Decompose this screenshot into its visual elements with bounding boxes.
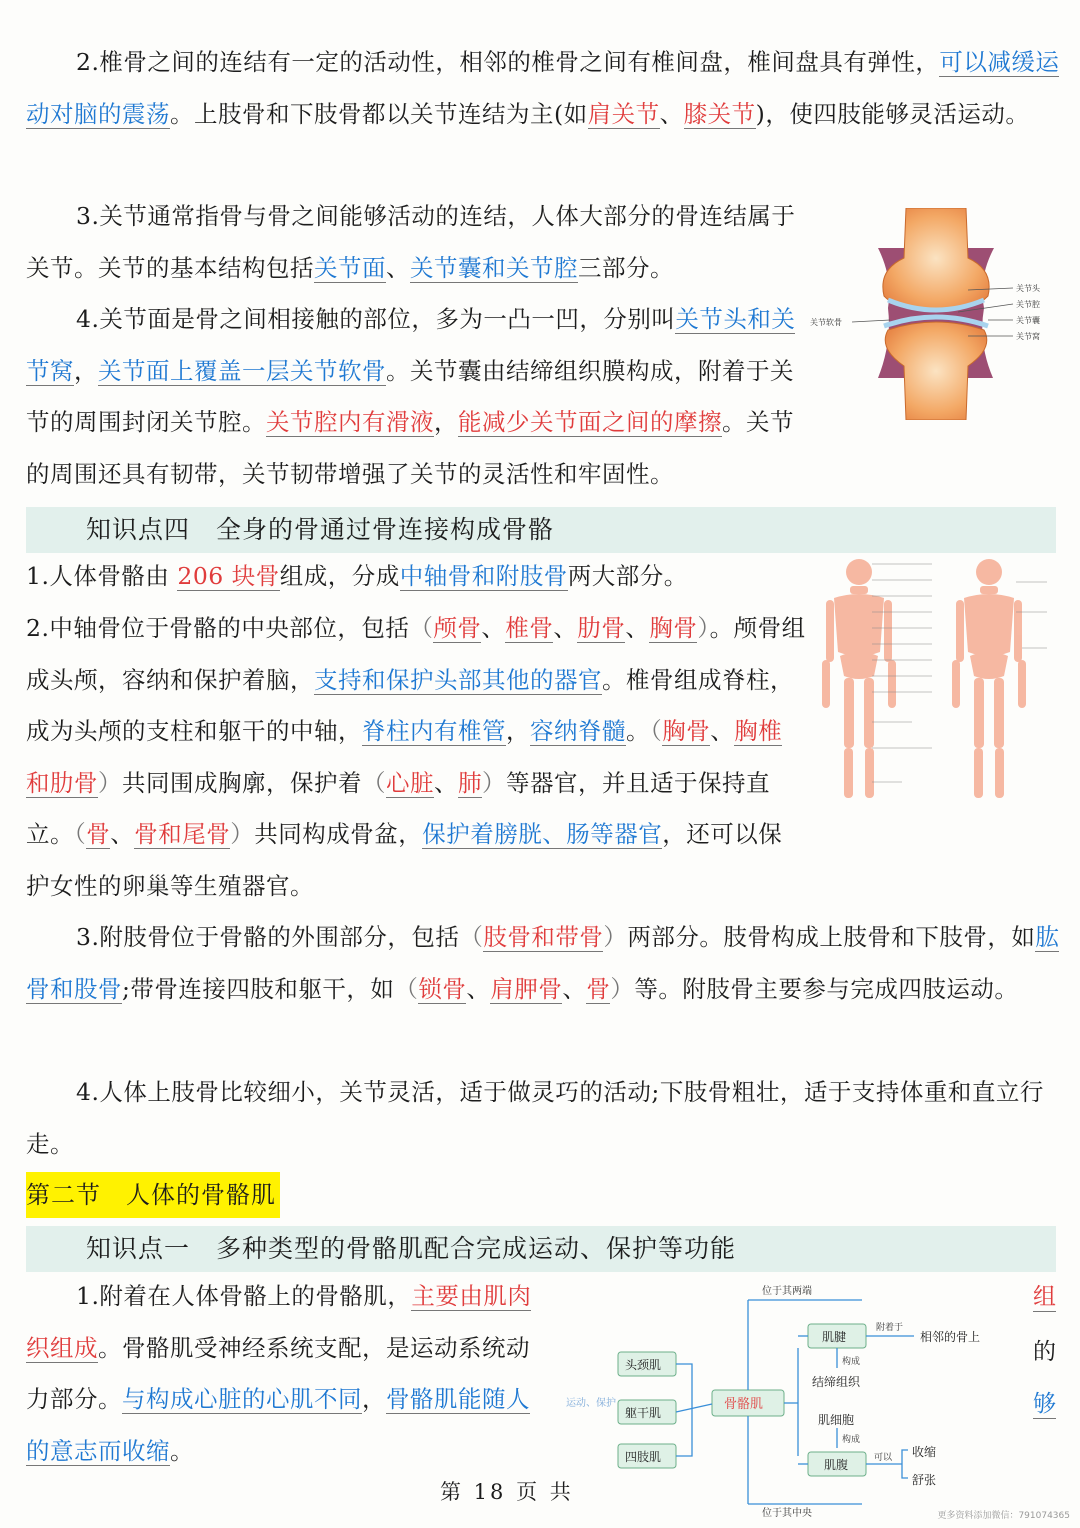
text: 。关节的周围还具有韧带，关节韧带增强了关节的灵活性和牢固性。 (26, 408, 794, 488)
text: 、 (553, 614, 578, 642)
blank-answer: 与构成心脏的心肌不同 (122, 1385, 362, 1413)
text: 3.关节通常指骨与骨之间能够活动的连结，人体大部分的骨连结属于关节。关节的基本结构包括 (26, 202, 796, 282)
blank-answer: 椎骨 (505, 614, 554, 642)
knowledge-point-title: 知识点一 多种类型的骨骼肌配合完成运动、保护等功能 (86, 1234, 737, 1263)
joint-label-head: 关节头 (1016, 284, 1040, 293)
node-muscle-cell: 肌细胞 (818, 1413, 855, 1427)
blank-answer: 能减少关节面之间的摩擦 (458, 408, 722, 436)
blank-answer: 膝关节 (683, 99, 756, 128)
paragraph-joint-surface (26, 294, 796, 500)
text: 。骨骼肌受神经系统支配，是运动系统动力部分。 (26, 1333, 530, 1413)
muscle-group-head-neck: 头颈肌 (625, 1358, 662, 1372)
label-function: 运动、保护 (566, 1398, 616, 1409)
node-relax: 舒张 (912, 1473, 937, 1487)
blank-answer: 肋骨 (577, 614, 626, 642)
paren: ） (603, 923, 628, 951)
node-adjacent-bone: 相邻的骨上 (920, 1330, 981, 1344)
node-muscle-belly: 肌腹 (824, 1458, 849, 1472)
paragraph-vertebrae (26, 37, 1060, 140)
blank-answer: 支持和保护头部其他的器官 (314, 665, 602, 694)
blank-answer: 织组成 (26, 1333, 98, 1362)
joint-label-socket: 关节窝 (1016, 332, 1040, 341)
blank-answer: 206 块骨 (177, 562, 280, 590)
text: 组成，分成 (279, 562, 400, 590)
blank-answer: 肩胛骨 (490, 974, 563, 1003)
blank-answer: 关节腔内有滑液 (266, 408, 434, 436)
text: 。颅骨组成头颅，容纳和保护着脑， (26, 614, 806, 694)
blank-answer: 颅骨 (433, 614, 482, 642)
paren: ） (697, 614, 710, 642)
paren: （ (409, 614, 434, 642)
text: 等。附肢骨主要参与完成四肢运动。 (634, 974, 1019, 1003)
text: 4.人体上肢骨比较细小，关节灵活，适于做灵巧的活动;下肢骨粗壮，适于支持体重和直立行走。 (26, 1078, 1044, 1158)
text: 两部分。肢骨构成上肢骨和下肢骨，如 (627, 923, 1036, 951)
node-tendon: 肌腱 (822, 1330, 847, 1344)
blank-answer: 关节头和关节窝 (26, 305, 796, 385)
label-form: 构成 (842, 1435, 861, 1445)
blank-answer: 肢骨和带骨 (483, 923, 604, 951)
page-footer: 第 18 页 共 (440, 1480, 574, 1504)
label-middle: 位于其中央 (762, 1508, 812, 1519)
text: ，还可以保护女性的卵巢等生殖器官。 (26, 820, 783, 900)
section-title (26, 1172, 280, 1218)
paren: （ (394, 974, 419, 1003)
text: )，使四肢能够灵活运动。 (755, 99, 1030, 128)
muscle-group-limbs: 四肢肌 (625, 1450, 662, 1464)
side-char: 组 (1033, 1278, 1056, 1312)
node-connective-tissue: 结缔组织 (812, 1375, 861, 1389)
paren: ） (482, 768, 506, 797)
text: 、 (659, 99, 684, 128)
label-can: 可以 (874, 1453, 893, 1463)
blank-answer: 脊柱内有椎管 (362, 717, 506, 745)
text: 4.关节面是骨之间相接触的部位，多为一凸一凹，分别叫 (76, 305, 676, 333)
blank-answer: 可以减缓运动对脑的震荡 (26, 48, 1060, 128)
blank-answer: 骨和尾骨 (134, 820, 231, 848)
blank-answer: 肱骨和股骨 (26, 923, 1060, 1003)
blank-answer: 关节面 (314, 253, 386, 282)
blank-answer: 心脏 (386, 768, 434, 797)
text: 等器官，并且适于保持直立。 (26, 768, 770, 848)
paragraph-skeleton-count (26, 551, 806, 603)
blank-answer: 肺 (458, 768, 482, 797)
text: 三部分。 (578, 253, 674, 282)
text: ， (506, 717, 530, 745)
section-title-text: 第二节 人体的骨骼肌 (26, 1181, 276, 1209)
muscle-group-trunk: 躯干肌 (625, 1406, 662, 1420)
blank-answer: 胸骨 (662, 717, 711, 745)
text: ;带骨连接四肢和躯干，如 (122, 974, 395, 1003)
paren: （ (459, 923, 484, 951)
knowledge-point-header (26, 1226, 1056, 1272)
text: 1.人体骨骼由 (26, 562, 178, 590)
text: 共同构成骨盆， (254, 820, 423, 848)
text: 1.附着在人体骨骼上的骨骼肌， (76, 1282, 412, 1310)
text: 。 (170, 1436, 194, 1465)
paragraph-limb-bones (26, 1067, 1060, 1170)
blank-answer: 中轴骨和附肢骨 (399, 562, 568, 590)
text: 、 (481, 614, 506, 642)
text: 、 (466, 974, 491, 1003)
blank-answer: 骨骼肌能随人的意志而收缩 (26, 1385, 530, 1465)
paren: （ (650, 717, 663, 745)
side-char: 的 (1033, 1339, 1056, 1365)
text: 、 (710, 717, 735, 745)
text: 、 (386, 253, 410, 282)
joint-label-cartilage: 关节软骨 (810, 318, 842, 327)
blank-answer: 关节囊和关节腔 (410, 253, 578, 282)
text: 、 (625, 614, 650, 642)
paren: ） (98, 768, 122, 797)
node-contract: 收缩 (912, 1445, 937, 1459)
text: 。椎骨组成脊柱，成为头颅的支柱和躯干的中轴， (26, 665, 794, 745)
text: 两大部分。 (567, 562, 688, 590)
blank-answer: 保护着膀胱、肠等器官 (422, 820, 663, 848)
text: ， (362, 1385, 386, 1413)
paragraph-skeletal-muscle (26, 1271, 550, 1477)
node-skeletal-muscle: 骨骼肌 (724, 1397, 764, 1412)
text: 2.椎骨之间的连结有一定的活动性，相邻的椎骨之间有椎间盘，椎间盘具有弹性， (76, 48, 940, 76)
text: 共同围成胸廓，保护着 (122, 768, 362, 797)
paragraph-axial-skeleton (26, 603, 806, 912)
label-form: 构成 (842, 1357, 861, 1367)
human-skeleton-illustration (812, 552, 1058, 814)
text: 。上肢骨和下肢骨都以关节连结为主(如 (170, 99, 588, 128)
paren: ） (610, 974, 635, 1003)
paragraph-joint (26, 191, 796, 294)
paren: ） (230, 820, 255, 848)
blank-answer: 胸骨 (649, 614, 698, 642)
text: 、 (110, 820, 135, 848)
joint-label-capsule: 关节囊 (1016, 316, 1040, 325)
side-char: 够 (1033, 1385, 1056, 1419)
blank-answer: 容纳脊髓 (530, 717, 626, 745)
text: 、 (434, 768, 458, 797)
text: 3.附肢骨位于骨骼的外围部分，包括 (76, 923, 460, 951)
knowledge-point-header (26, 507, 1056, 553)
text: 。关节囊由结缔组织膜构成，附着于关节的周围封闭关节腔。 (26, 356, 794, 436)
label-attach: 附着于 (876, 1323, 904, 1333)
blank-answer: 骨 (586, 974, 611, 1003)
text: ， (74, 356, 98, 385)
blank-answer: 主要由肌肉 (411, 1282, 532, 1310)
paren: （ (362, 768, 386, 797)
knowledge-point-title: 知识点四 全身的骨通过骨连接构成骨骼 (86, 515, 555, 544)
blank-answer: 肩关节 (587, 99, 660, 128)
text: 2.中轴骨位于骨骼的中央部位，包括 (26, 614, 410, 642)
blank-answer: 骨 (86, 820, 111, 848)
blank-answer: 锁骨 (418, 974, 467, 1003)
paren: （ (74, 820, 87, 848)
joint-label-cavity: 关节腔 (1016, 300, 1040, 309)
text: 、 (562, 974, 587, 1003)
label-ends: 位于其两端 (762, 1286, 812, 1297)
blank-answer: 胸椎和肋骨 (26, 717, 783, 797)
paragraph-appendicular-skeleton (26, 912, 1060, 1015)
watermark: 更多资料添加微信：791074365 (937, 1511, 1070, 1521)
text: 。 (626, 717, 650, 745)
text: ， (434, 408, 458, 436)
skeletal-muscle-diagram (562, 1280, 1028, 1520)
blank-answer: 关节面上覆盖一层关节软骨 (98, 356, 386, 385)
knee-joint-illustration (808, 208, 1058, 420)
